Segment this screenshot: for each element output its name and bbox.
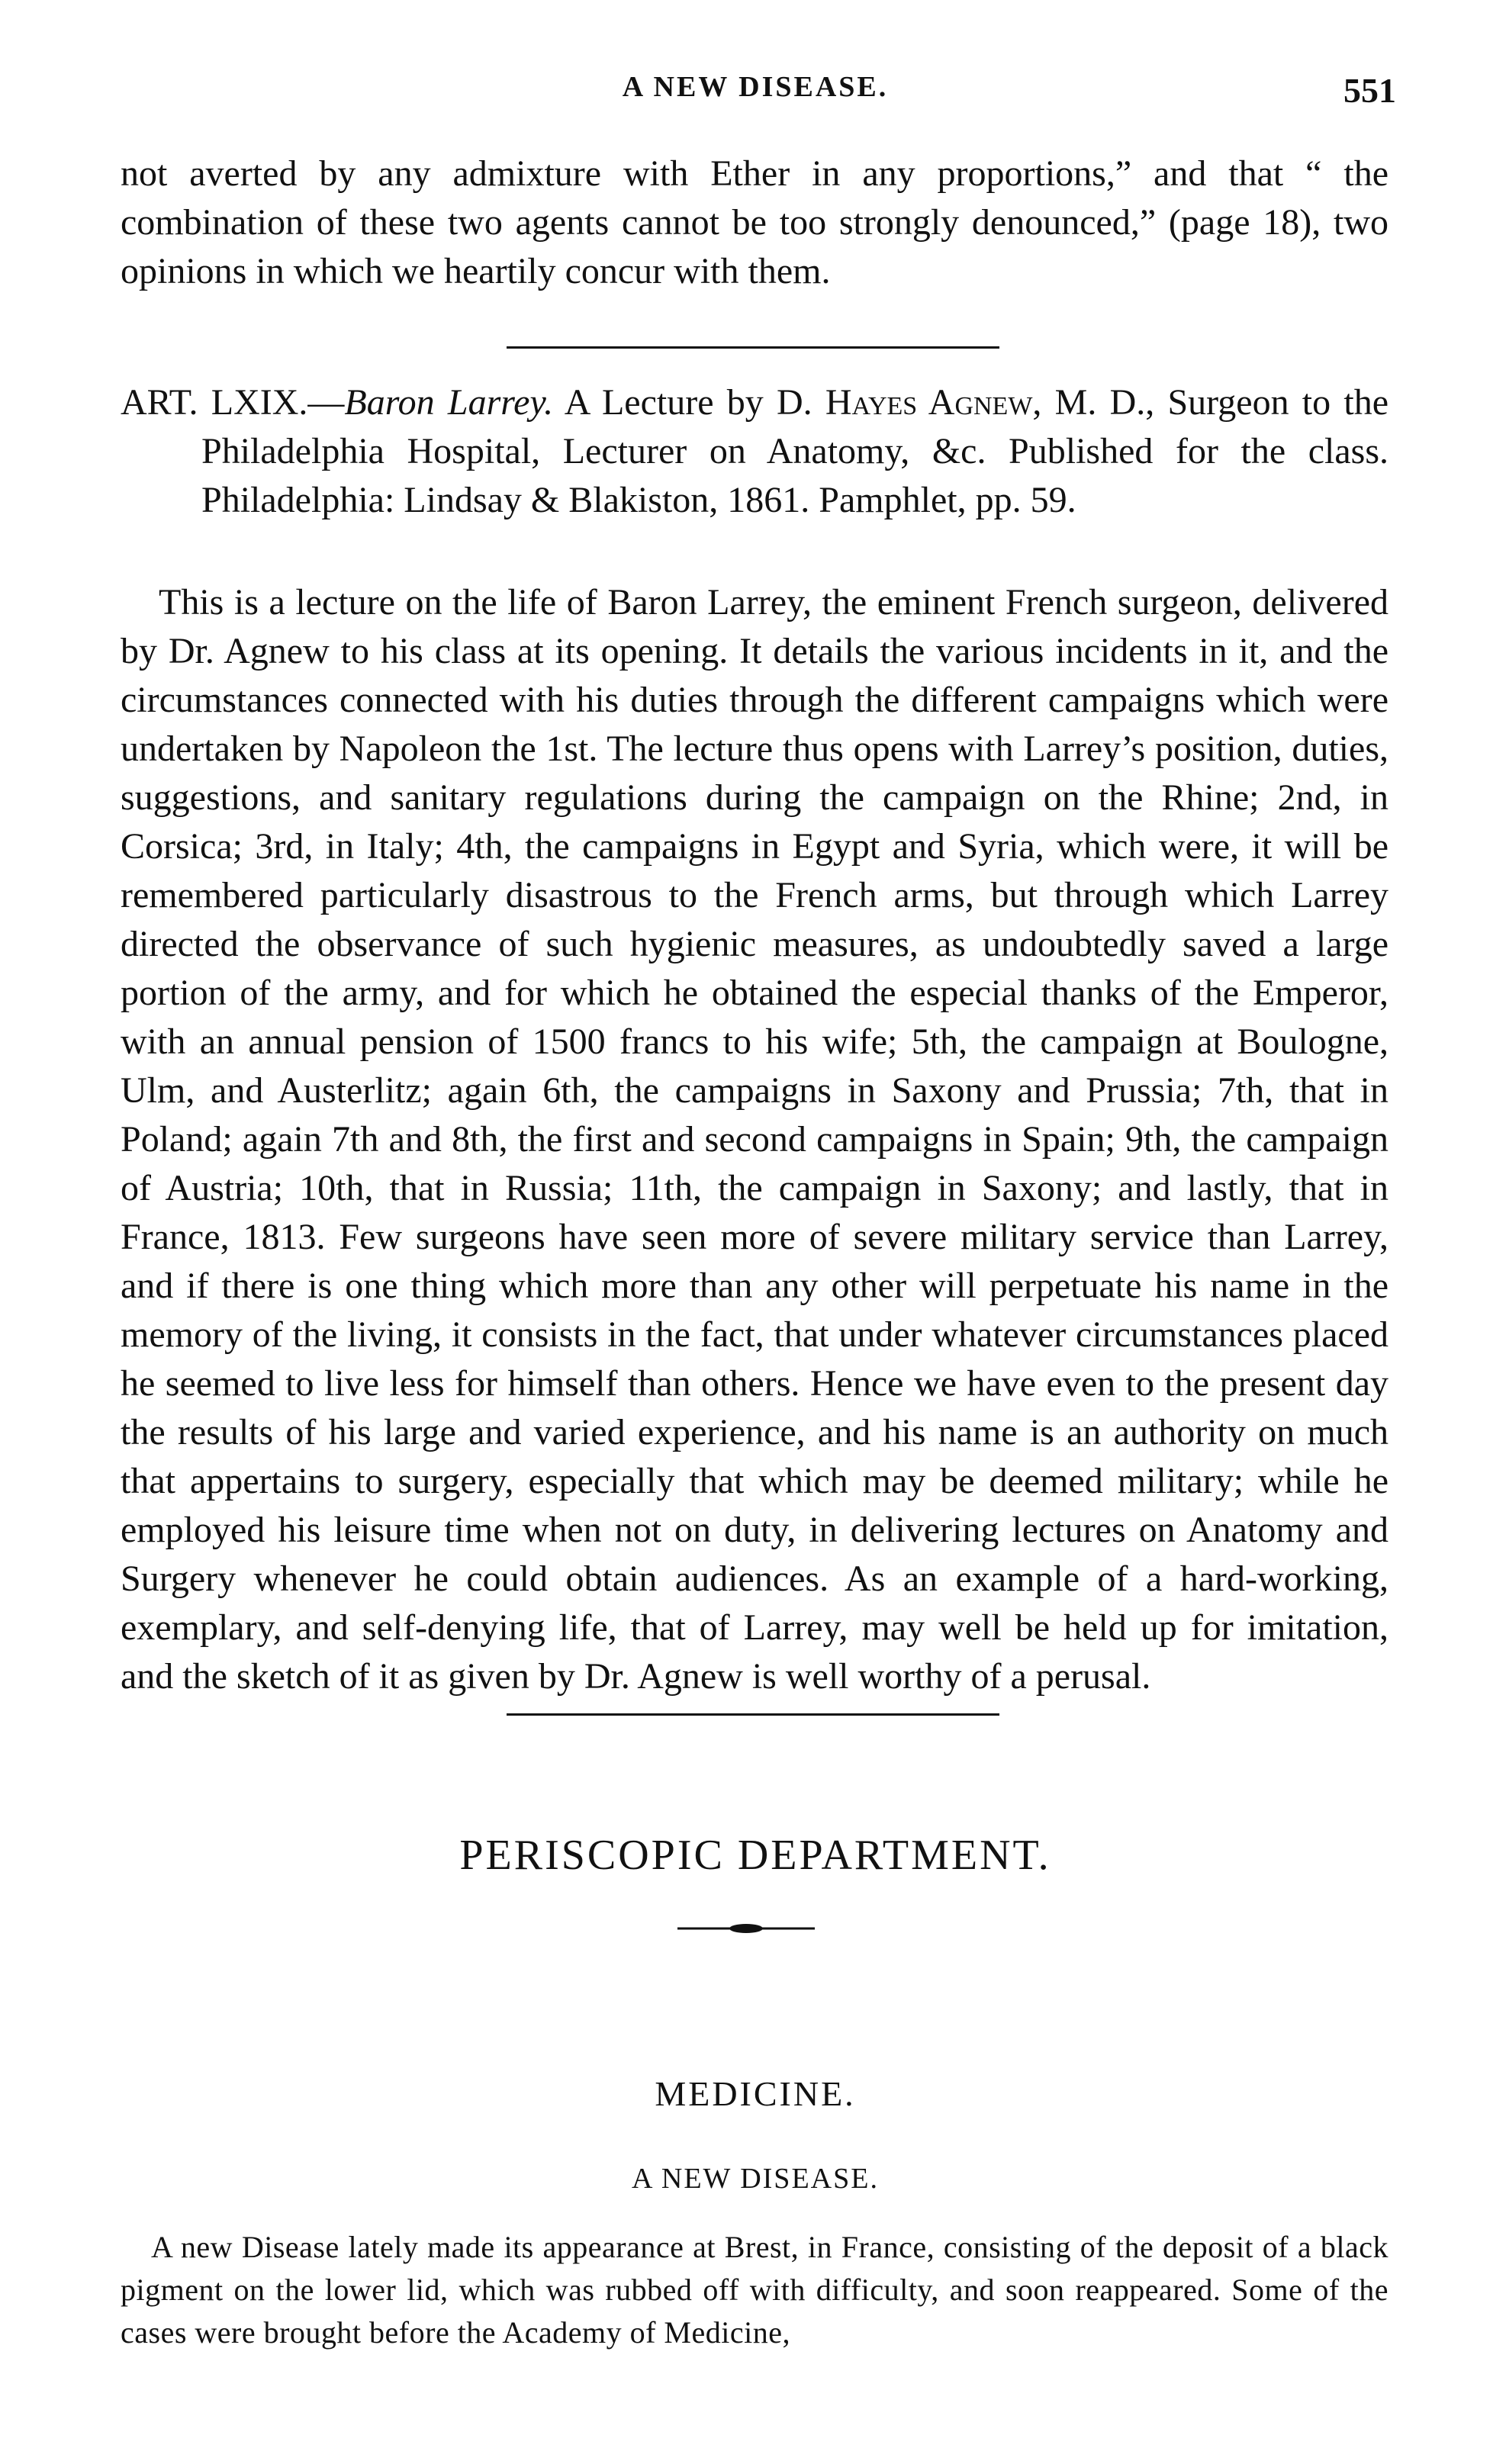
section-separator-rule [507,1713,999,1716]
article-title: Baron Larrey. [344,382,554,423]
article-lecture-by: A Lecture by [553,382,777,423]
continued-paragraph [121,150,1388,296]
new-disease-subheading: A NEW DISEASE. [632,2163,879,2195]
new-disease-body [121,2226,1388,2354]
article-separator-rule [507,346,999,349]
running-title: A NEW DISEASE. [622,71,889,103]
article-body-text: This is a lecture on the life of Baron Larrey, the eminent French surgeon, delivered by Dr. Agnew to his class at its opening. It details the various incidents in it, and the circumstances connected with his duties through the different campaigns which were undertaken by Napoleon the 1st. The lecture thus opens with Larrey’s position, duties, suggestions, and sanitary regulations during the campaign on the Rhine; 2nd, in Corsica; 3rd, in Italy; 4th, the campaigns in Egypt and Syria, which were, it will be remembered particularly disastrous to the French arms, but through which Larrey directed the observance of such hygienic measures, as undoubtedly saved a large portion of the army, and for which he obtained the especial thanks of the Emperor, with an annual pension of 1500 francs to his wife; 5th, the campaign at Boulogne, Ulm, and Austerlitz; again 6th, the campaigns in Saxony and Prussia; 7th, that in Poland; again 7th and 8th, the first and second campaigns in Spain; 9th, the campaign of Austria; 10th, that in Russia; 11th, the campaign in Saxony; and lastly, that in France, 1813. Few surgeons have seen more of severe military service than Larrey, and if there is one thing which more than any other will perpetuate his name in the memory of the living, it consists in the fact, that under whatever circumstances placed he seemed to live less for himself than others. Hence we have even to the present day the results of his large and varied experience, and his name is an authority on much that appertains to surgery, especially that which may be deemed military; while he employed his leisure time when not on duty, in delivering lectures on Anatomy and Surgery whenever he could obtain audiences. As an example of a hard-working, exemplary, and self-denying life, that of Larrey, may well be held up for imitation, and the sketch of it as given by Dr. Agnew is well worthy of a perusal. [121,582,1388,1697]
article-details: , M. D., Surgeon to the Philadelphia Hospital, Lecturer on Anatomy, &c. Published for the class. Philadelphia: Lindsay & Blakiston, 1861. Pamphlet, pp. 59. [201,382,1389,520]
medicine-section-title: MEDICINE. [655,2074,856,2113]
periscopic-department-title: PERISCOPIC DEPARTMENT. [459,1832,1051,1879]
article-heading [121,378,1388,525]
article-number: ART. LXIX.— [121,382,345,423]
article-author: D. Hayes Agnew [776,382,1033,423]
ornament-divider [677,1921,815,1936]
article-body [121,578,1388,1701]
continued-paragraph-text: not averted by any admixture with Ether in any proportions,” and that “ the combination of these two agents cannot be too strongly denounced,” (page 18), two opinions in which we heartily concur with them. [121,153,1388,291]
new-disease-body-text: A new Disease lately made its appearance at Brest, in France, consisting of the deposit of a black pigment on the lower lid, which was rubbed off with difficulty, and soon reappeared. Some of the cases were brought before the Academy of Medicine, [121,2230,1388,2350]
page-number: 551 [1343,71,1396,110]
running-head [114,70,1396,124]
